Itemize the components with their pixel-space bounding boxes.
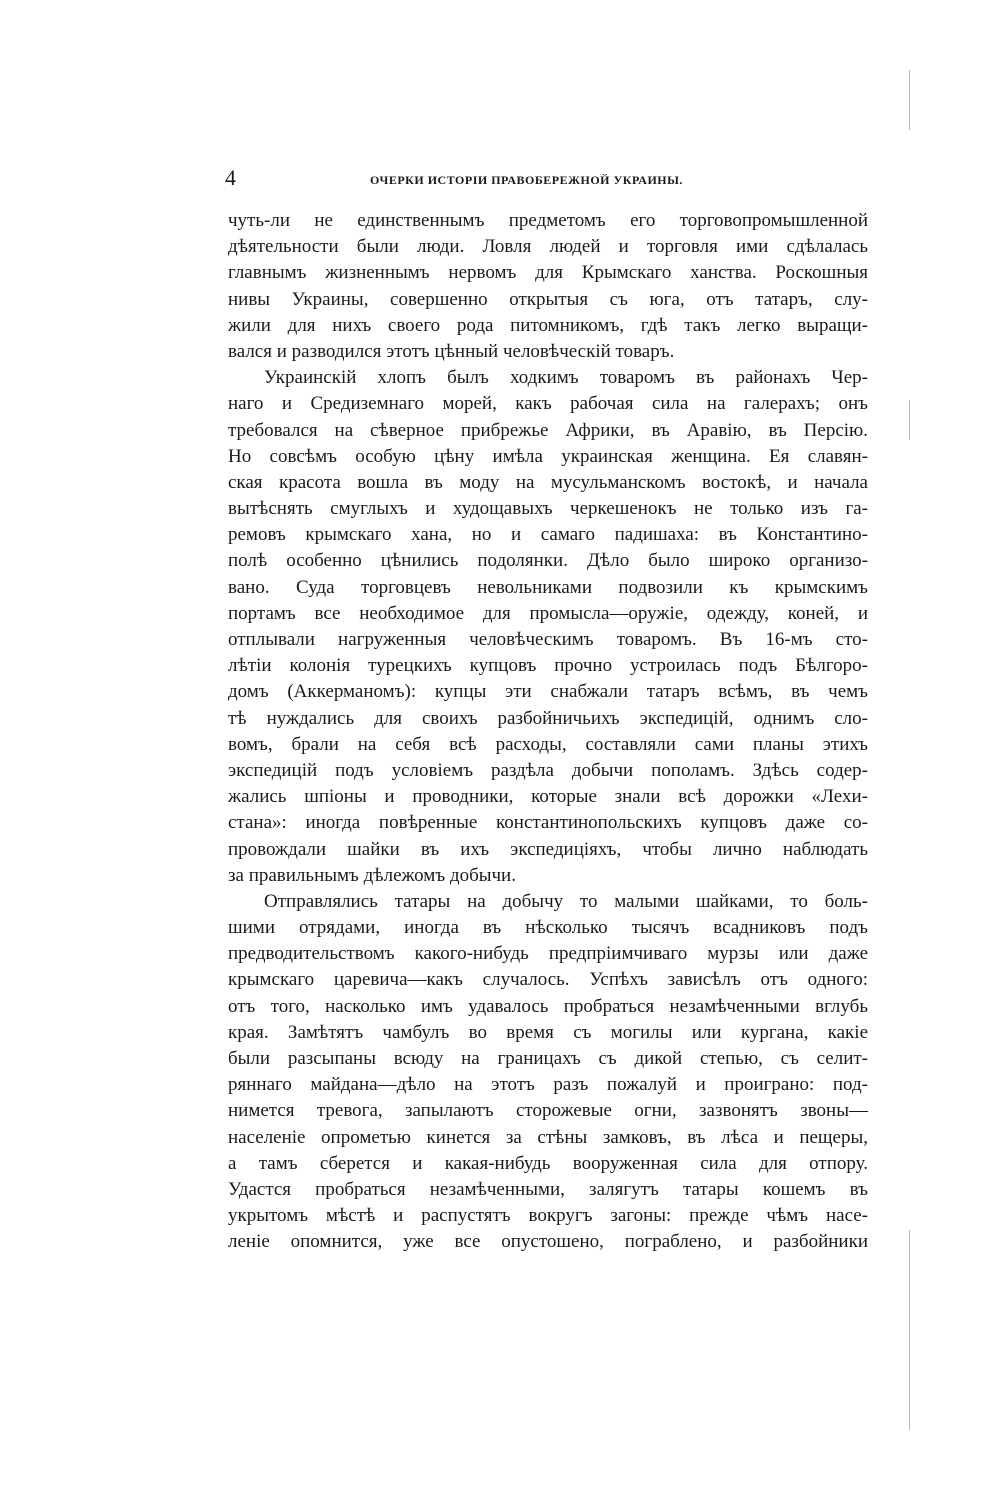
text-line: вано. Суда торговцевъ невольниками подвозили къ крымскимъ: [228, 576, 868, 598]
text-line: ряннаго майдана—дѣло на этотъ разъ пожалуй и проиграно: под-: [228, 1074, 868, 1096]
text-line: предводительствомъ какого-нибудь предпріимчиваго мурзы или даже: [228, 943, 868, 965]
text-line: полѣ особенно цѣнились подолянки. Дѣло было широко организо-: [228, 550, 868, 572]
text-line: тѣ нуждались для своихъ разбойничьихъ экспедицій, однимъ сло-: [228, 707, 868, 729]
text-line: леніе опомнится, уже все опустошено, пограблено, и разбойники: [228, 1231, 868, 1253]
text-line: Отправлялись татары на добычу то малыми шайками, то боль-: [264, 890, 868, 912]
text-line: вытѣснять смуглыхъ и худощавыхъ черкешенокъ не только изъ га-: [228, 498, 868, 520]
text-line: отплывали нагруженныя человѣческимъ товаромъ. Въ 16-мъ сто-: [228, 629, 868, 650]
text-line: стана»: иногда повѣренные константинопольскихъ купцовъ даже со-: [228, 812, 868, 834]
text-line: вомъ, брали на себя всѣ расходы, составляли сами планы этихъ: [228, 733, 868, 755]
text-line: крымскаго царевича—какъ случалось. Успѣхъ зависѣлъ отъ одного:: [228, 969, 868, 991]
text-line: за правильнымъ дѣлежомъ добычи.: [228, 864, 516, 886]
text-line: жили для нихъ своего рода питомникомъ, гдѣ такъ легко выращи-: [228, 314, 868, 336]
text-line: дѣятельности были люди. Ловля людей и торговля ими сдѣлалась: [228, 236, 868, 258]
text-line: наго и Средиземнаго морей, какъ рабочая сила на галерахъ; онъ: [228, 393, 868, 415]
text-line: экспедицій подъ условіемъ раздѣла добычи пополамъ. Здѣсь содер-: [228, 759, 868, 781]
text-line: населеніе опрометью кинется за стѣны замковъ, въ лѣса и пещеры,: [228, 1126, 868, 1148]
scan-margin-mark: [909, 1230, 910, 1430]
text-line: портамъ все необходимое для промысла—оружіе, одежду, коней, и: [228, 602, 868, 624]
text-line: шими отрядами, иногда въ нѣсколько тысячъ всадниковъ подъ: [228, 917, 868, 939]
text-line: а тамъ сберется и какая-нибудь вооруженная сила для отпору.: [228, 1152, 868, 1174]
text-line: главнымъ жизненнымъ нервомъ для Крымскаго ханства. Роскошныя: [228, 262, 868, 284]
scan-margin-mark: [909, 400, 910, 440]
text-line: жались шпіоны и проводники, которые знали всѣ дорожки «Лехи-: [228, 786, 868, 808]
body-text: [228, 208, 868, 1256]
running-title: ОЧЕРКИ ИСТОРІИ ПРАВОБЕРЕЖНОЙ УКРАИНЫ.: [370, 173, 683, 187]
text-line: лѣтіи колонія турецкихъ купцовъ прочно устроилась подъ Бѣлгоро-: [228, 655, 868, 677]
text-line: требовался на сѣверное прибрежье Африки, въ Аравію, въ Персію.: [228, 419, 868, 441]
text-line: были разсыпаны всюду на границахъ съ дикой степью, съ селит-: [228, 1048, 868, 1069]
page-number: 4: [225, 165, 236, 190]
scan-margin-mark: [909, 70, 910, 130]
text-line: Но совсѣмъ особую цѣну имѣла украинская женщина. Ея славян-: [228, 445, 868, 467]
text-line: Украинскій хлопъ былъ ходкимъ товаромъ въ районахъ Чер-: [264, 367, 868, 389]
text-line: отъ того, насколько имъ удавалось пробраться незамѣченными вглубь: [228, 995, 868, 1017]
text-line: нивы Украины, совершенно открытыя съ юга, отъ татаръ, слу-: [228, 288, 868, 310]
text-line: Удастся пробраться незамѣченными, залягутъ татары кошемъ въ: [228, 1178, 868, 1200]
text-line: нимется тревога, запылаютъ сторожевые огни, зазвонятъ звоны—: [228, 1100, 868, 1122]
text-line: ская красота вошла въ моду на мусульманскомъ востокѣ, и начала: [228, 471, 868, 493]
text-line: провождали шайки въ ихъ экспедиціяхъ, чтобы лично наблюдать: [228, 838, 868, 860]
text-line: домъ (Аккерманомъ): купцы эти снабжали татаръ всѣмъ, въ чемъ: [228, 681, 868, 703]
text-line: вался и разводился этотъ цѣнный человѣческій товаръ.: [228, 340, 675, 362]
text-line: укрытомъ мѣстѣ и распустятъ вокругъ загоны: прежде чѣмъ насе-: [228, 1205, 868, 1227]
text-line: ремовъ крымскаго хана, но и самаго падишаха: въ Константино-: [228, 524, 868, 546]
text-line: чуть-ли не единственнымъ предметомъ его торговопромышленной: [228, 210, 868, 231]
text-line: края. Замѣтятъ чамбулъ во время съ могилы или кургана, какіе: [228, 1021, 868, 1043]
